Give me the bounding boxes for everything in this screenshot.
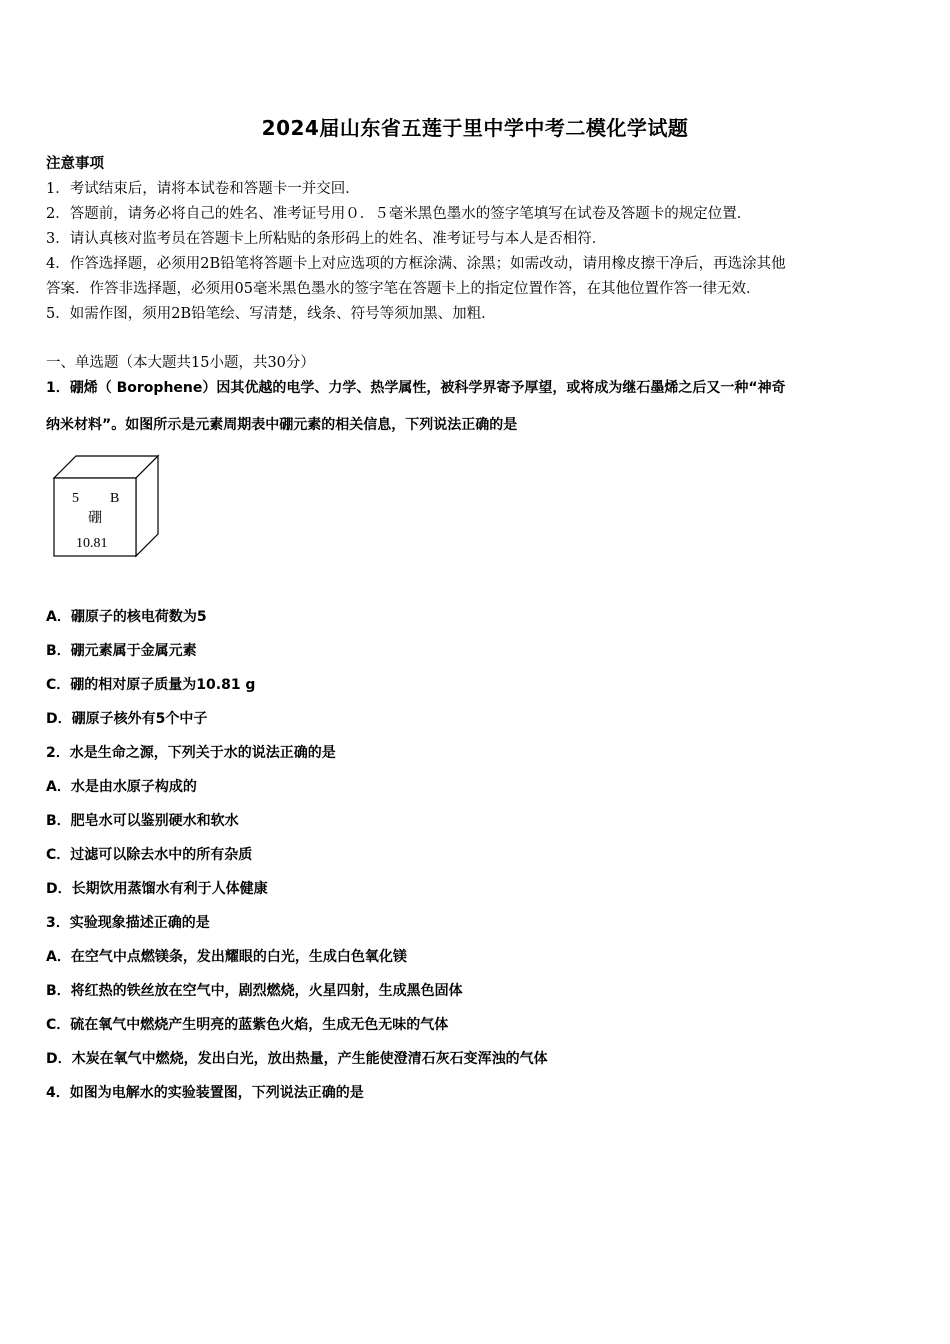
question-1-stem-line-1: 1．硼烯（ Borophene）因其优越的电学、力学、热学属性，被科学界寄予厚望，或将成为继石墨烯之后又一种“神奇 [46,380,786,396]
boron-element-card [52,452,160,558]
element-card-figure [52,452,160,558]
question-3-option-c: C．硫在氧气中燃烧产生明亮的蓝紫色火焰，生成无色无味的气体 [46,1017,449,1033]
question-3-option-d: D．木炭在氧气中燃烧，发出白光，放出热量，产生能使澄清石灰石变浑浊的气体 [46,1051,548,1067]
question-3-stem: 3．实验现象描述正确的是 [46,915,210,931]
question-4-stem: 4．如图为电解水的实验装置图，下列说法正确的是 [46,1085,364,1101]
question-1-stem-line-2: 纳米材料”。如图所示是元素周期表中硼元素的相关信息，下列说法正确的是 [46,417,518,433]
section-heading: 一、单选题（本大题共15小题，共30分） [46,355,315,371]
element-name: 硼 [88,511,102,526]
notice-item: 3．请认真核对监考员在答题卡上所粘贴的条形码上的姓名、准考证号与本人是否相符． [46,231,607,247]
notice-heading: 注意事项 [46,155,104,172]
question-1-option-d: D．硼原子核外有5个中子 [46,711,208,727]
question-1-option-c: C．硼的相对原子质量为10.81 g [46,677,256,693]
question-2-option-a: A．水是由水原子构成的 [46,779,197,795]
page-title: 2024届山东省五莲于里中学中考二模化学试题 [261,116,689,140]
question-2-option-c: C．过滤可以除去水中的所有杂质 [46,847,253,863]
atomic-number: 5 [72,491,79,506]
atomic-mass: 10.81 [76,536,108,551]
notice-item: 5．如需作图，须用2B铅笔绘、写清楚，线条、符号等须加黑、加粗． [46,306,496,322]
notice-item: 2．答题前，请务必将自己的姓名、准考证号用０．５毫米黑色墨水的签字笔填写在试卷及答题卡的规定位置． [46,206,752,222]
question-2-option-b: B．肥皂水可以鉴别硬水和软水 [46,813,239,829]
notice-item: 4．作答选择题，必须用2B铅笔将答题卡上对应选项的方框涂满、涂黑；如需改动，请用橡皮擦干净后，再选涂其他 [46,256,786,272]
notice-item: 1．考试结束后，请将本试卷和答题卡一并交回． [46,181,360,197]
question-2-stem: 2．水是生命之源，下列关于水的说法正确的是 [46,745,336,761]
question-2-option-d: D．长期饮用蒸馏水有利于人体健康 [46,881,268,897]
question-3-option-b: B．将红热的铁丝放在空气中，剧烈燃烧，火星四射，生成黑色固体 [46,983,463,999]
question-3-option-a: A．在空气中点燃镁条，发出耀眼的白光，生成白色氧化镁 [46,949,407,965]
element-symbol: B [110,491,120,506]
notice-item: 答案．作答非选择题，必须用05毫米黑色墨水的签字笔在答题卡上的指定位置作答，在其他位置作答一律无效． [46,281,761,297]
question-1-option-a: A．硼原子的核电荷数为5 [46,609,207,625]
question-1-option-b: B．硼元素属于金属元素 [46,643,197,659]
